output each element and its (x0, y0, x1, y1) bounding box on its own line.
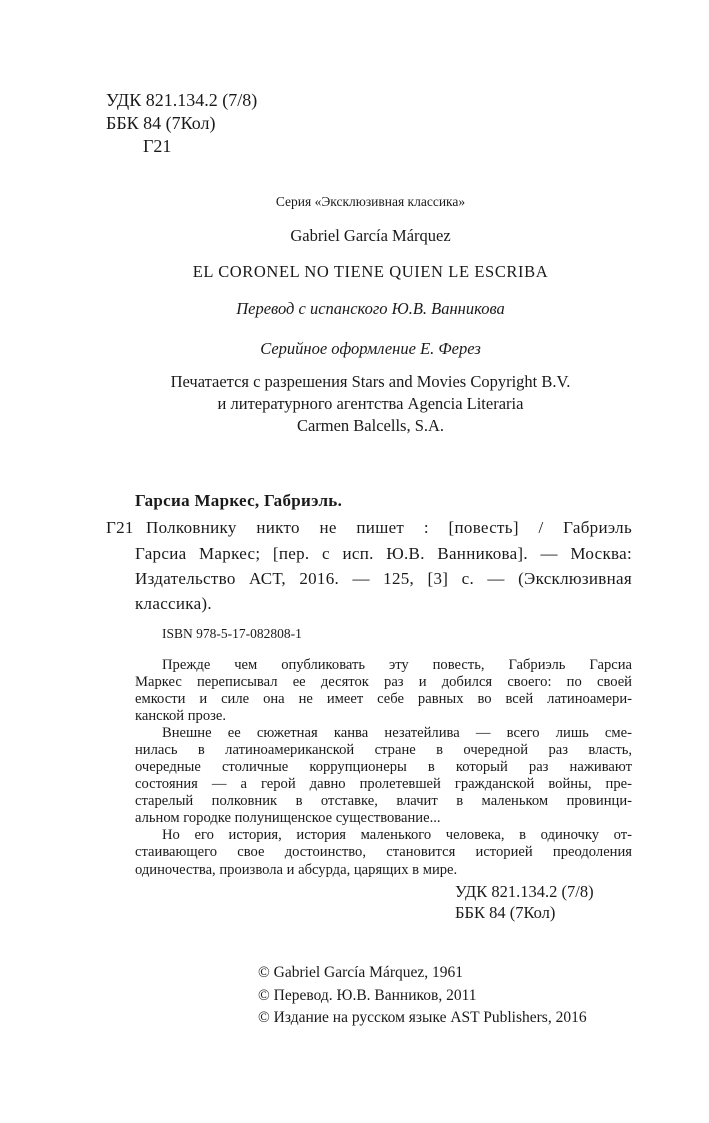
annotation-line: одиночества, произвола и абсурда, царящих в мире. (135, 862, 458, 878)
design-credit: Серийное оформление Е. Ферез (260, 339, 481, 358)
annotation-line: очередные столичные коррупционеры в который раз наживают (135, 759, 632, 775)
annotation-line: емкости и силе она не имеет себе равных во всей латиноамери- (135, 691, 632, 707)
annotation-line: канской прозе. (135, 708, 227, 724)
copyright-line: © Gabriel García Márquez, 1961 (258, 964, 464, 981)
translation-credit: Перевод с испанского Ю.В. Ванникова (236, 299, 505, 318)
author-mark: Г21 (143, 136, 172, 156)
annotation-line: состояния — а герой давно пролетевшей гражданской войны, пре- (135, 776, 632, 792)
catalog-line: Полковнику никто не пишет : [повесть] / Габриэль (146, 518, 632, 537)
isbn: ISBN 978-5-17-082808-1 (162, 626, 302, 641)
original-title: EL CORONEL NO TIENE QUIEN LE ESCRIBA (192, 262, 549, 281)
series-name: Серия «Эксклюзивная классика» (275, 194, 466, 209)
annotation-line: Прежде чем опубликовать эту повесть, Габриэль Гарсиа (162, 657, 632, 673)
annotation-line: Внешне ее сюжетная канва незатейлива — всего лишь сме- (162, 725, 632, 741)
permission-line: и литературного агентства Agencia Literaria (217, 394, 524, 413)
permission-line: Carmen Balcells, S.A. (296, 416, 445, 435)
bbk-code-bottom: ББК 84 (7Кол) (455, 903, 556, 922)
catalog-mark: Г21 (106, 518, 134, 537)
catalog-line: классика). (135, 594, 212, 613)
catalog-line: Издательство АСТ, 2016. — 125, [3] с. — (Эксклюзивная (135, 569, 632, 588)
copyright-line: © Перевод. Ю.В. Ванников, 2011 (258, 987, 477, 1004)
udk-code-bottom: УДК 821.134.2 (7/8) (455, 882, 594, 901)
catalog-line: Гарсиа Маркес; [пер. с исп. Ю.В. Ванникова]. — Москва: (135, 544, 632, 563)
annotation-line: Маркес переписывал ее десяток раз и добился своего: по своей (135, 674, 632, 690)
annotation-line: старелый полковник в отставке, влачит в маленьком провинци- (135, 793, 632, 809)
catalog-heading: Гарсиа Маркес, Габриэль. (135, 491, 343, 510)
bbk-code: ББК 84 (7Кол) (106, 113, 216, 133)
annotation-line: нилась в латиноамериканской стране в очередной раз власть, (135, 742, 632, 758)
annotation-line: альном городке полунищенское существование... (135, 810, 441, 826)
annotation-line: стаивающего свое достоинство, становится историей преодоления (135, 844, 632, 860)
original-author: Gabriel García Márquez (290, 226, 451, 245)
copyright-line: © Издание на русском языке AST Publishers, 2016 (258, 1009, 587, 1026)
udk-code: УДК 821.134.2 (7/8) (106, 90, 258, 110)
annotation-line: Но его история, история маленького человека, в одиночку от- (162, 827, 632, 843)
permission-line: Печатается с разрешения Stars and Movies Copyright B.V. (170, 372, 571, 391)
